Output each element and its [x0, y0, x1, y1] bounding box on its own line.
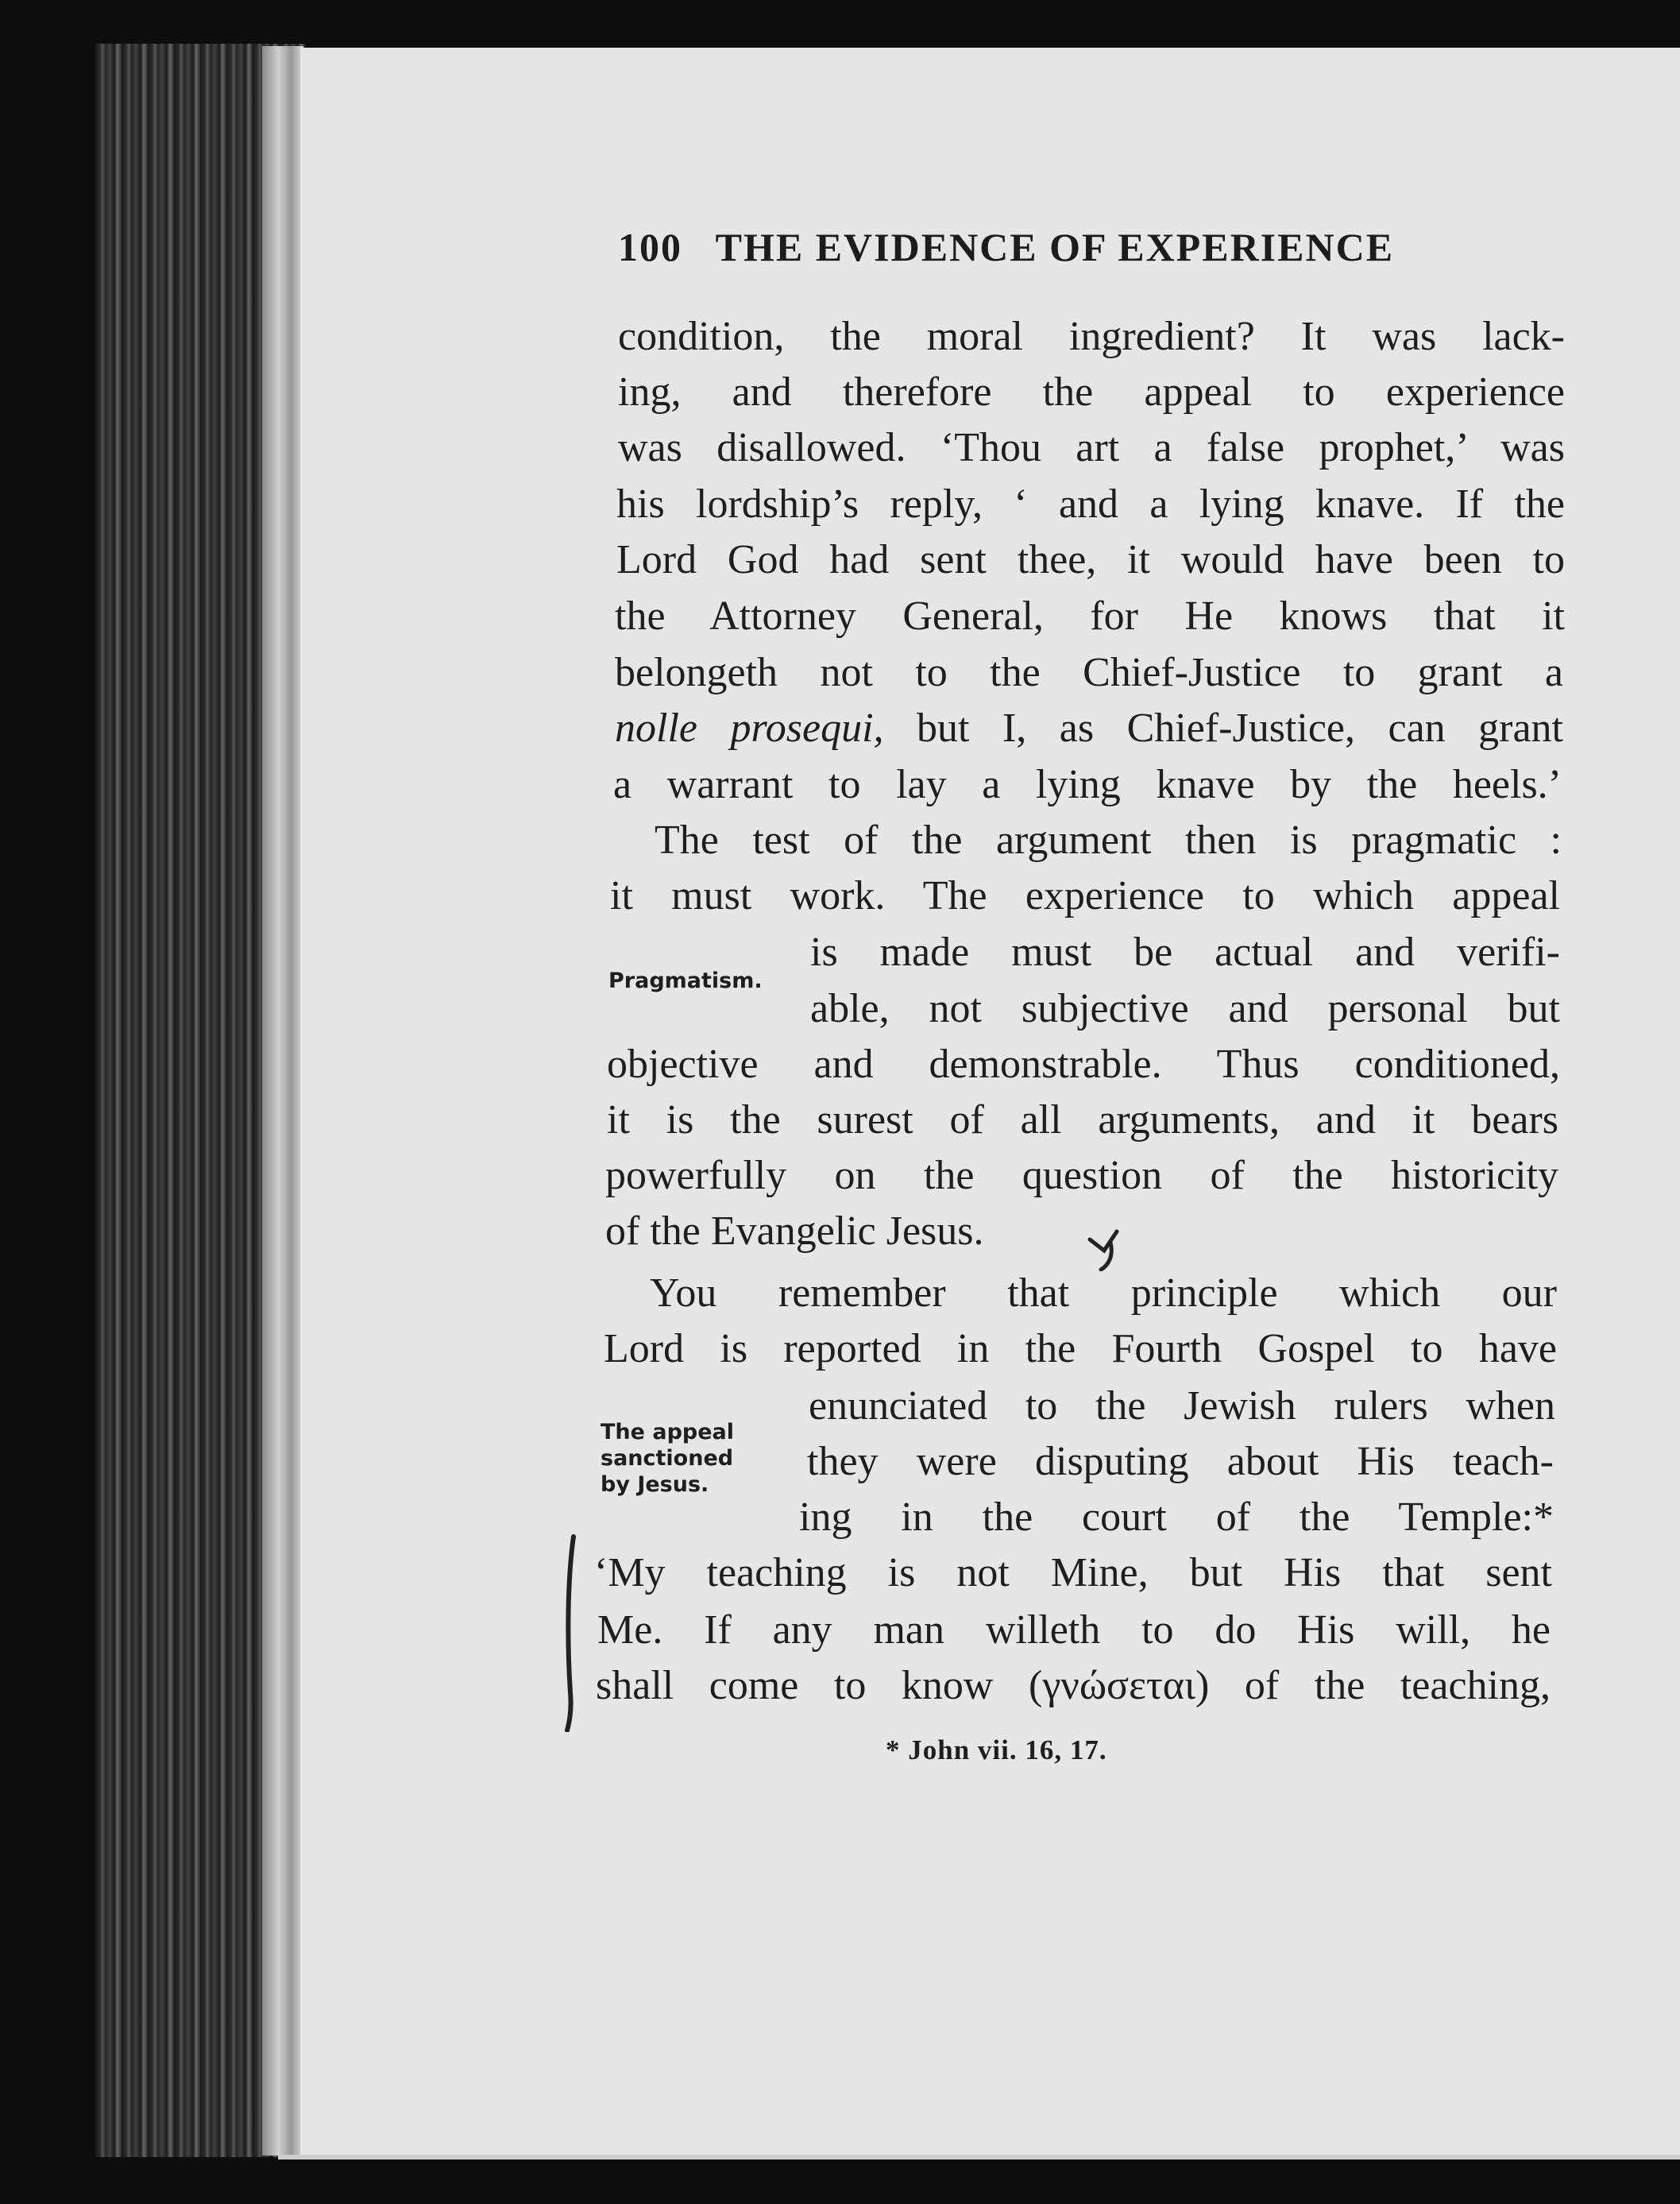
- sidenote-line: sanctioned: [601, 1446, 734, 1471]
- latin-phrase: nolle prosequi,: [615, 706, 884, 751]
- page-bottom-edge: [278, 2155, 1680, 2160]
- pencil-bracket-mark: [562, 1533, 581, 1732]
- text-line: ing in the court of the Temple:*: [799, 1494, 1554, 1540]
- text-line: ‘My teaching is not Mine, but His that sent: [594, 1550, 1552, 1595]
- sidenote-line: The appeal: [601, 1420, 735, 1444]
- text-line: ing, and therefore the appeal to experience: [618, 369, 1565, 415]
- text-line-rest: but I, as Chief-Justice, can grant: [883, 706, 1563, 751]
- running-title: THE EVIDENCE OF EXPERIENCE: [715, 225, 1395, 269]
- text-line: [615, 705, 1563, 752]
- text-line: it is the surest of all arguments, and it bears: [607, 1097, 1558, 1143]
- text-line: Lord God had sent thee, it would have been to: [616, 537, 1565, 582]
- text-line: it must work. The experience to which appeal: [610, 873, 1560, 918]
- text-line: his lordship’s reply, ‘ and a lying knave. If the: [616, 481, 1565, 527]
- running-head: [618, 224, 1571, 270]
- page-edges: [262, 46, 303, 2156]
- pencil-check-mark: [1087, 1216, 1134, 1271]
- text-line: belongeth not to the Chief-Justice to grant a: [615, 650, 1563, 695]
- page-number: 100: [618, 225, 682, 269]
- footnote: * John vii. 16, 17.: [886, 1734, 1107, 1765]
- text-line: objective and demonstrable. Thus conditioned,: [607, 1042, 1560, 1087]
- text-line: Lord is reported in the Fourth Gospel to have: [604, 1326, 1557, 1371]
- text-line: they were disputing about His teach-: [807, 1439, 1554, 1484]
- text-line: Me. If any man willeth to do His will, he: [597, 1607, 1551, 1653]
- text-line: able, not subjective and personal but: [810, 986, 1560, 1031]
- text-line: a warrant to lay a lying knave by the heels.’: [613, 762, 1562, 807]
- text-line: powerfully on the question of the historicity: [605, 1153, 1558, 1198]
- text-line: condition, the moral ingredient? It was lack-: [618, 314, 1565, 359]
- sidenote-pragmatism: Pragmatism.: [608, 969, 763, 993]
- text-line: The test of the argument then is pragmatic :: [655, 818, 1562, 863]
- text-line: is made must be actual and verifi-: [810, 930, 1560, 975]
- text-line: the Attorney General, for He knows that it: [615, 594, 1565, 639]
- text-line: shall come to know (γνώσεται) of the teaching,: [596, 1663, 1551, 1708]
- sidenote-appeal: [601, 1419, 734, 1498]
- text-line: enunciated to the Jewish rulers when: [809, 1383, 1555, 1429]
- text-line: was disallowed. ‘Thou art a false prophet,’ was: [618, 425, 1565, 470]
- sidenote-line: by Jesus.: [601, 1472, 709, 1497]
- text-line: You remember that principle which our: [650, 1270, 1557, 1316]
- text-line: of the Evangelic Jesus.: [605, 1208, 984, 1254]
